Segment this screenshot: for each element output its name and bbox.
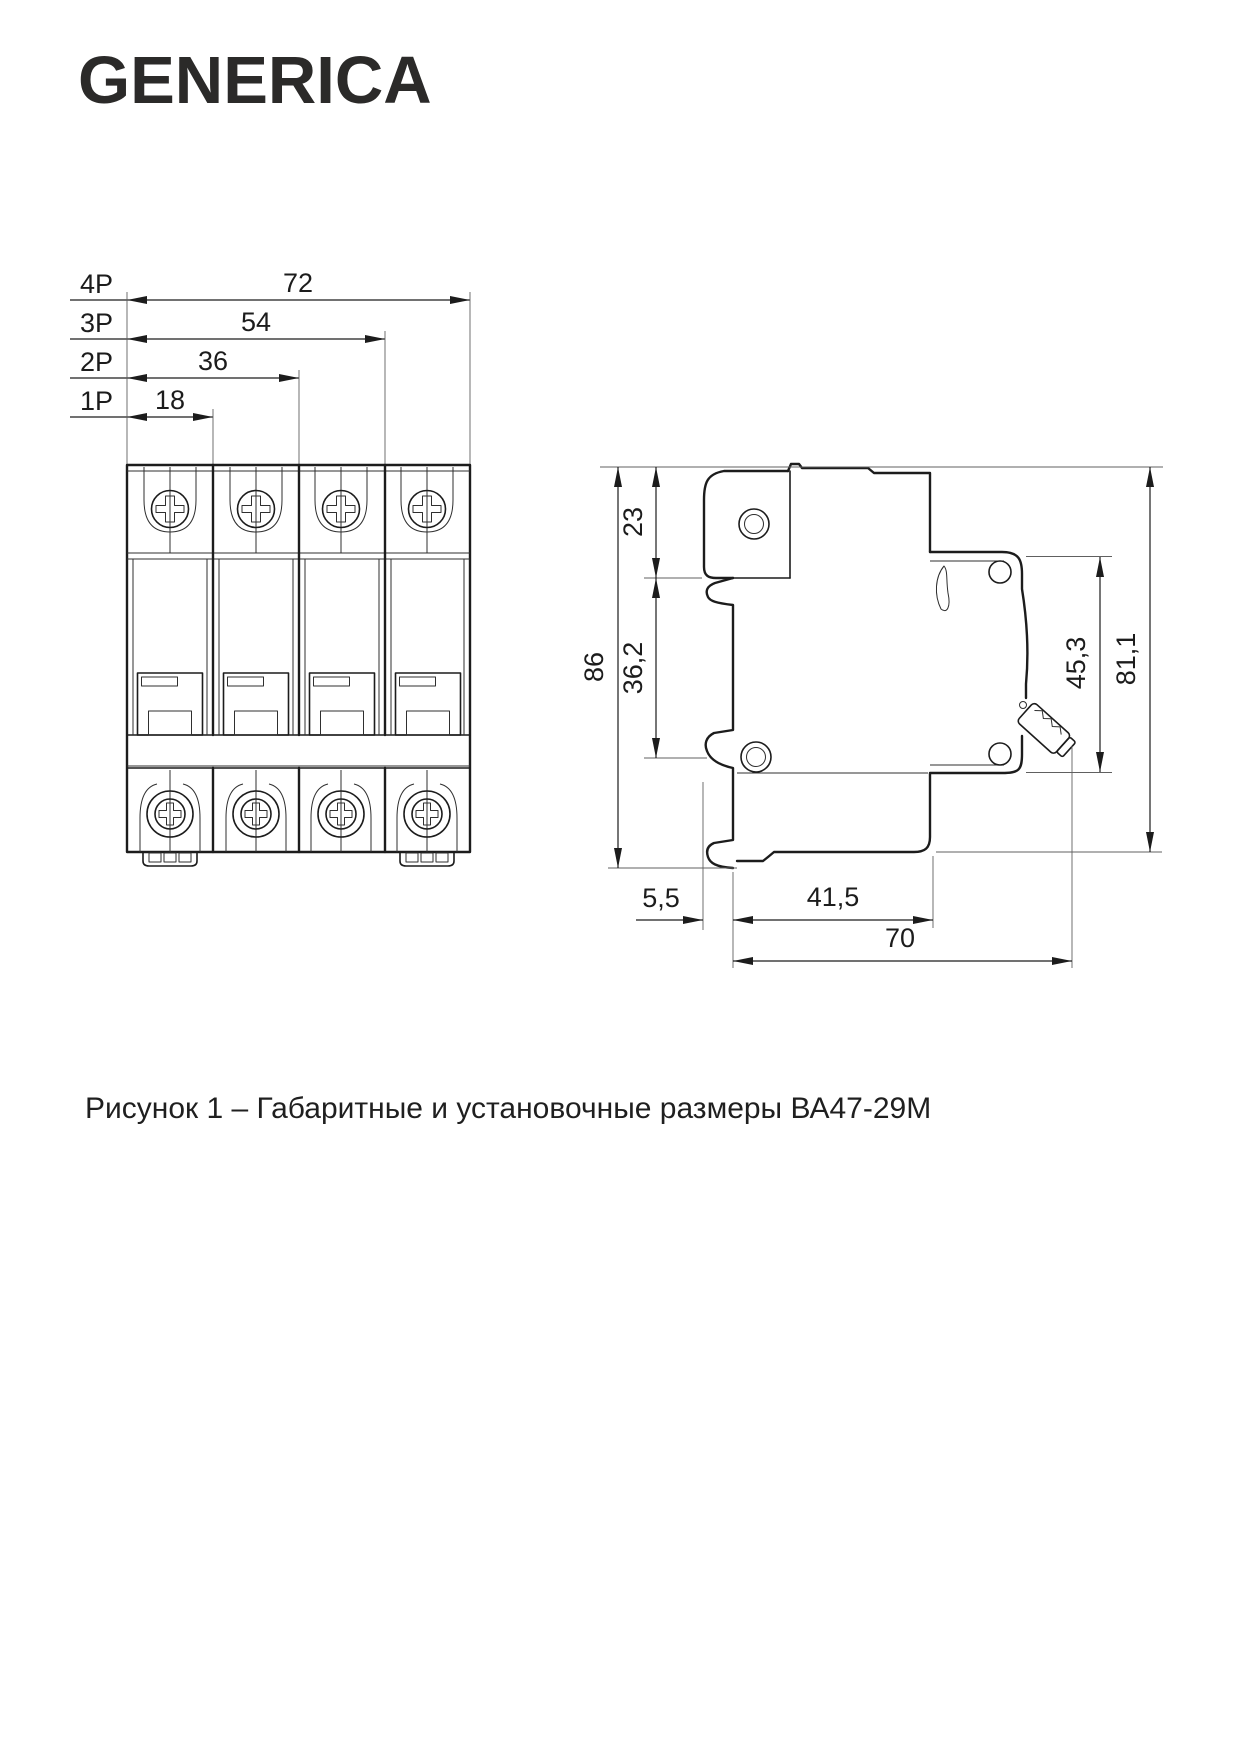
toggle-handle-front bbox=[149, 711, 192, 735]
dimension-36-2 bbox=[618, 578, 656, 758]
pole-label-2p: 2P bbox=[80, 347, 114, 377]
dimension-41-5 bbox=[733, 882, 933, 920]
dim-value-41-5: 41,5 bbox=[806, 882, 860, 912]
dim-value-81-1: 81,1 bbox=[1111, 632, 1141, 686]
dimension-23 bbox=[618, 467, 656, 578]
breaker-module-1 bbox=[133, 467, 207, 866]
pole-value-3p: 54 bbox=[240, 307, 272, 337]
handle-tip bbox=[1056, 737, 1075, 757]
dim-value-86: 86 bbox=[579, 651, 609, 683]
panel-hole-top-icon bbox=[989, 561, 1011, 583]
pivot-dot-icon bbox=[1020, 702, 1027, 709]
toggle-handle-front bbox=[321, 711, 364, 735]
breaker-side-body bbox=[704, 464, 1077, 868]
pole-dimension-2p bbox=[70, 346, 299, 378]
breaker-front-body bbox=[127, 465, 470, 852]
brand-logo: GENERICA bbox=[78, 43, 432, 118]
figure-caption: Рисунок 1 – Габаритные и установочные размеры ВА47-29М bbox=[85, 1092, 932, 1125]
toggle-handle-front bbox=[235, 711, 278, 735]
dimension-81-1 bbox=[1111, 467, 1150, 852]
case-rivet-bottom-icon bbox=[741, 742, 771, 772]
dim-value-36-2: 36,2 bbox=[618, 641, 648, 695]
mounting-foot bbox=[400, 852, 454, 866]
rear-bottom-flange bbox=[737, 736, 1022, 861]
grip-ridges bbox=[1034, 707, 1064, 735]
lever-slot bbox=[936, 566, 949, 611]
pole-dimension-4p bbox=[70, 268, 470, 300]
toggle-recess bbox=[310, 673, 375, 735]
breaker-module-3 bbox=[305, 467, 379, 852]
pole-dimension-3p bbox=[70, 307, 385, 339]
pole-value-1p: 18 bbox=[154, 385, 186, 415]
case-rivet-top-icon bbox=[739, 509, 769, 539]
toggle-handle-front bbox=[407, 711, 450, 735]
terminal-block-top bbox=[704, 471, 788, 578]
toggle-recess bbox=[224, 673, 289, 735]
side-view bbox=[579, 464, 1163, 968]
breaker-module-4 bbox=[391, 467, 464, 866]
din-rail-face-and-latch bbox=[706, 578, 733, 868]
dim-value-45-3: 45,3 bbox=[1061, 636, 1091, 690]
pole-value-2p: 36 bbox=[197, 346, 229, 376]
pole-value-4p: 72 bbox=[282, 268, 314, 298]
front-view bbox=[70, 268, 470, 866]
breaker-module-2 bbox=[219, 467, 293, 852]
pole-dimension-1p bbox=[70, 385, 213, 417]
toggle-recess bbox=[138, 673, 203, 735]
toggle-recess bbox=[396, 673, 461, 735]
toggle-handle-side bbox=[1017, 702, 1077, 760]
dimension-70 bbox=[733, 923, 1072, 961]
dim-value-23: 23 bbox=[618, 506, 648, 538]
pole-label-3p: 3P bbox=[80, 308, 114, 338]
mounting-foot bbox=[143, 852, 197, 866]
pole-label-4p: 4P bbox=[80, 269, 114, 299]
rear-top-flange bbox=[930, 552, 1027, 698]
panel-hole-bottom-icon bbox=[989, 743, 1011, 765]
dimension-86 bbox=[579, 467, 618, 868]
dim-value-70: 70 bbox=[884, 923, 916, 953]
module-dividers bbox=[213, 465, 385, 852]
top-edge bbox=[788, 464, 930, 552]
pole-label-1p: 1P bbox=[80, 386, 114, 416]
dimension-5-5 bbox=[636, 883, 703, 920]
dim-value-5-5: 5,5 bbox=[642, 883, 680, 913]
side-dimension-lines bbox=[600, 467, 1163, 968]
